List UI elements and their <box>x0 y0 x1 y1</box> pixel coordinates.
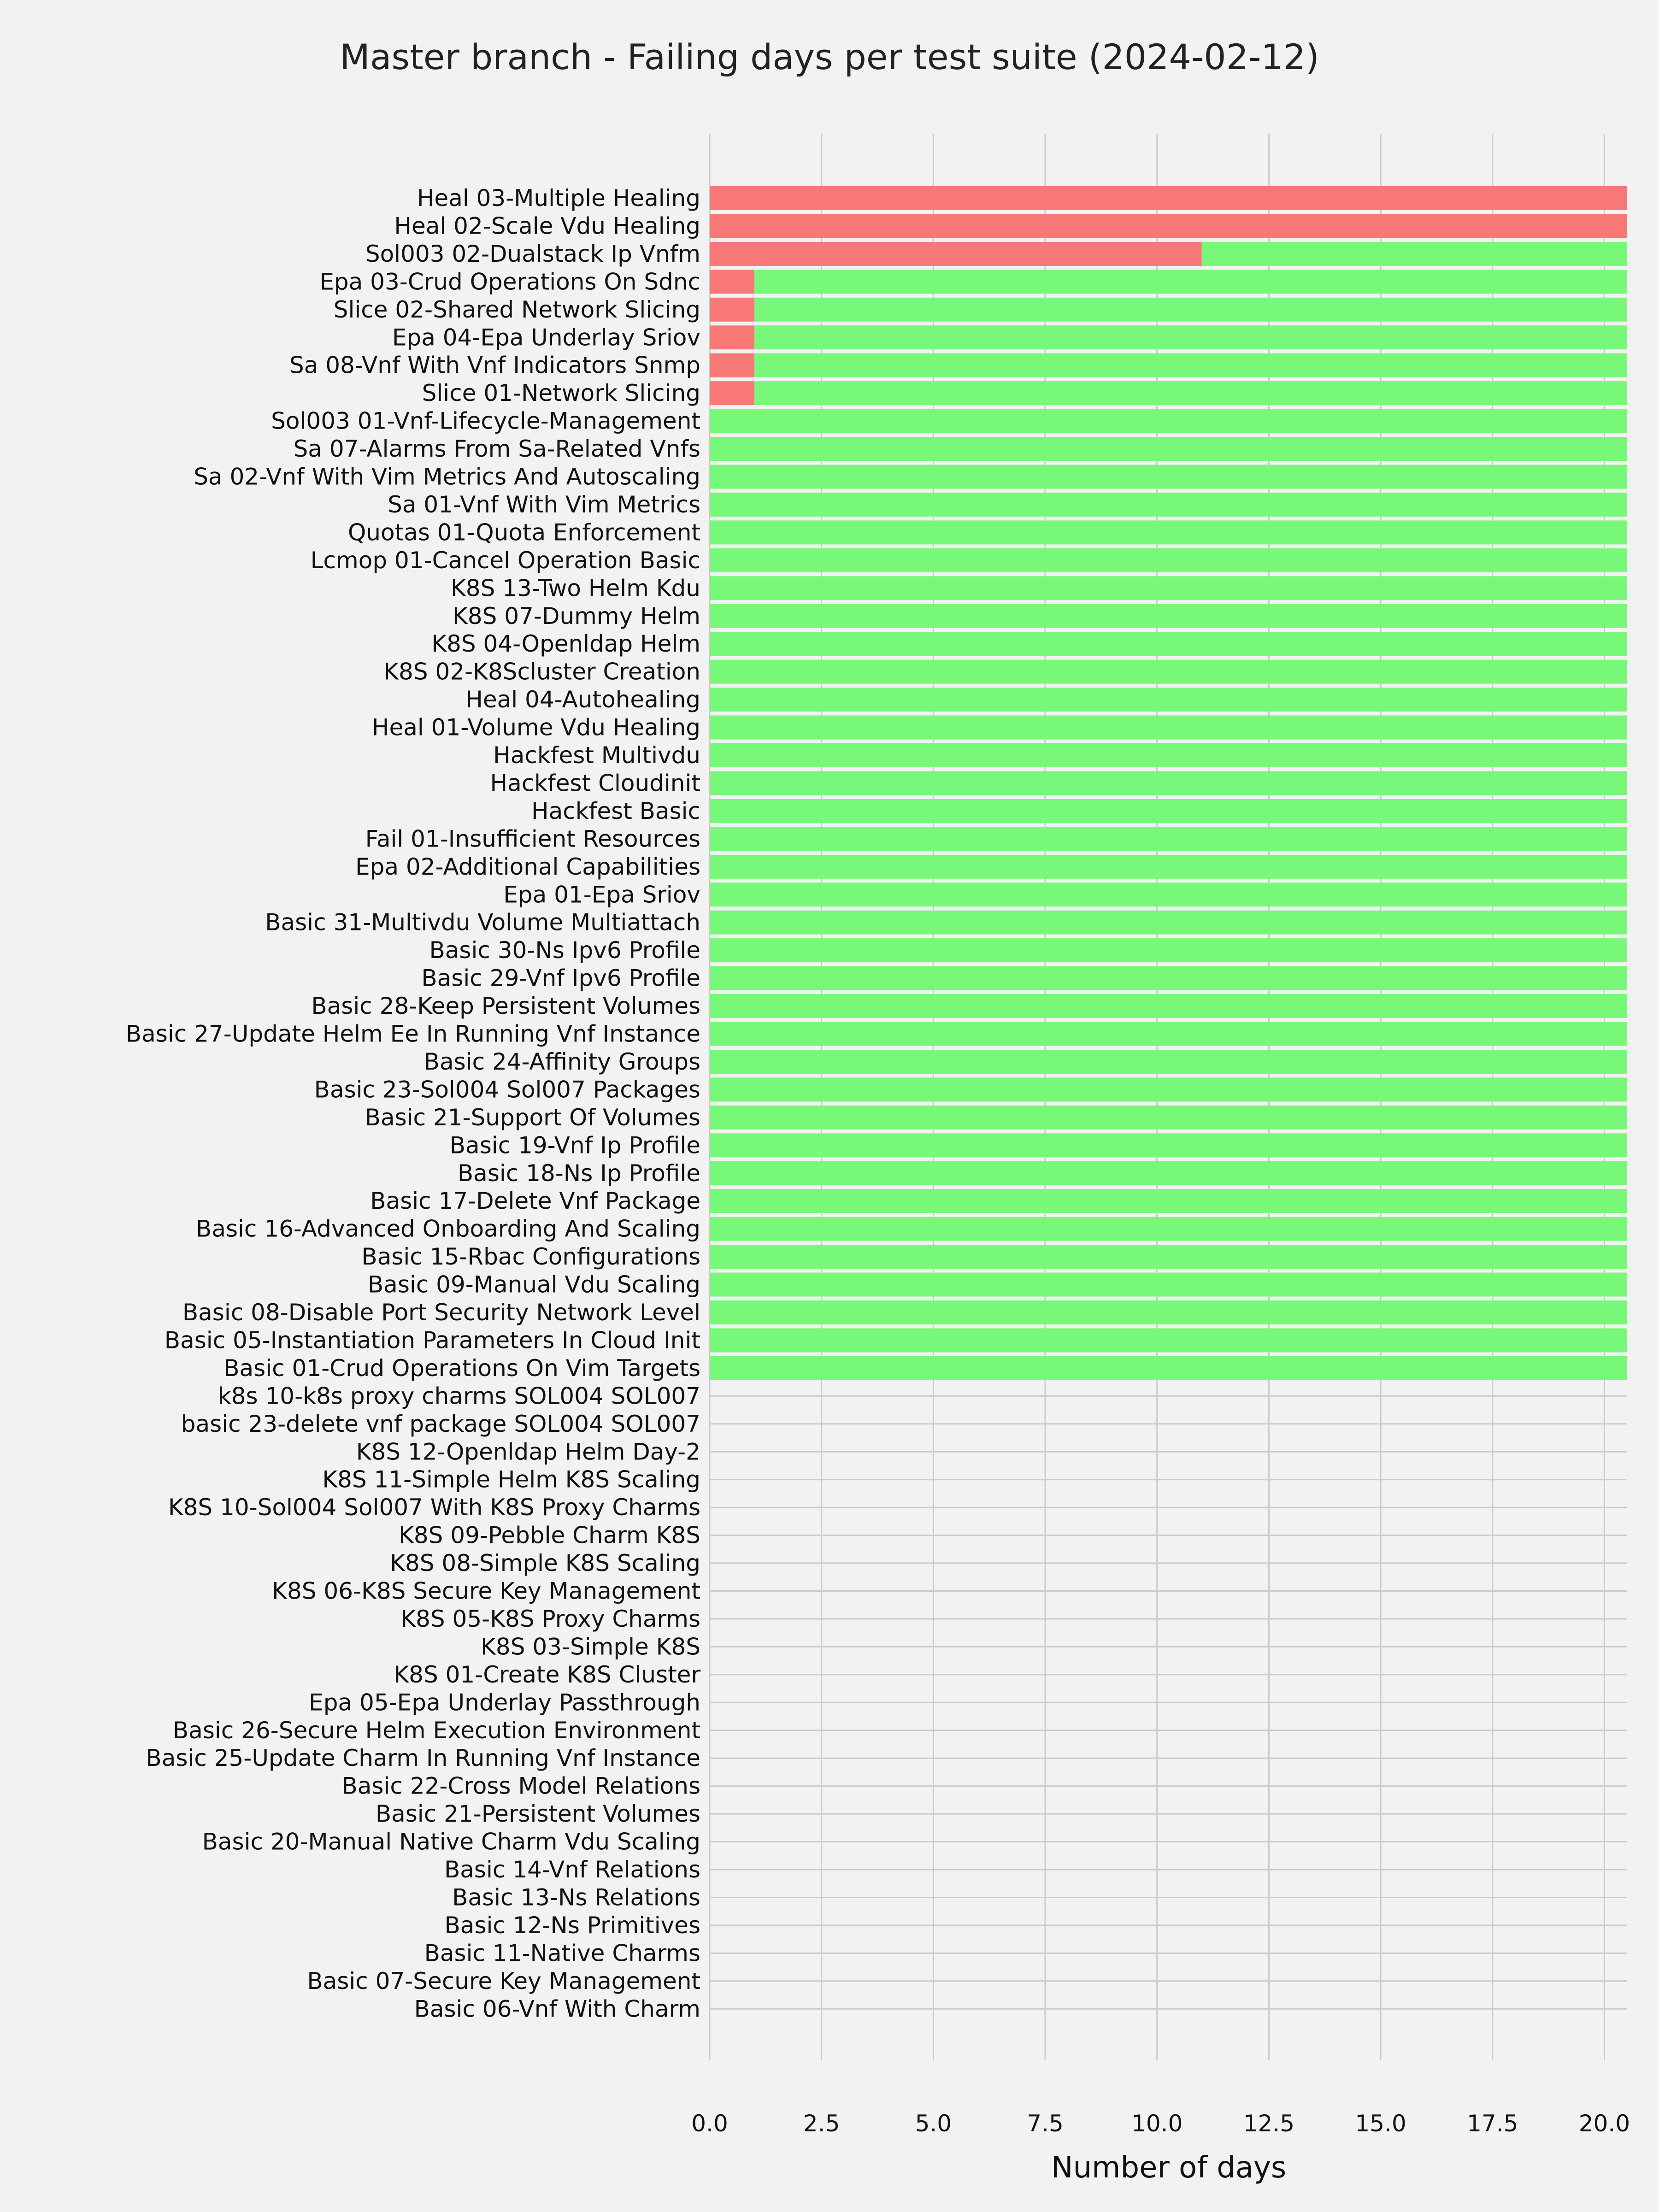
category-label: Basic 06-Vnf With Charm <box>414 1995 700 2023</box>
category-label: Basic 07-Secure Key Management <box>307 1967 700 1994</box>
category-label: Epa 04-Epa Underlay Sriov <box>392 324 700 351</box>
bar-passing-days <box>710 1161 1627 1185</box>
x-axis-title: Number of days <box>1051 2151 1287 2185</box>
category-label: K8S 08-Simple K8S Scaling <box>390 1550 700 1577</box>
bar-passing-days <box>754 298 1627 322</box>
category-label: Basic 31-Multivdu Volume Multiattach <box>265 909 700 936</box>
category-label: K8S 12-Openldap Helm Day-2 <box>356 1438 700 1465</box>
bar-failing-days <box>710 298 754 322</box>
bar-passing-days <box>710 688 1627 712</box>
bar-passing-days <box>710 1217 1627 1241</box>
category-label: Basic 01-Crud Operations On Vim Targets <box>224 1354 700 1382</box>
category-label: Heal 02-Scale Vdu Healing <box>394 212 700 240</box>
bar-passing-days <box>710 966 1627 990</box>
category-label: K8S 05-K8S Proxy Charms <box>400 1605 700 1632</box>
category-label: Basic 14-Vnf Relations <box>444 1856 700 1883</box>
bar-failing-days <box>710 214 1627 238</box>
category-label: basic 23-delete vnf package SOL004 SOL007 <box>181 1410 700 1437</box>
bar-failing-days <box>710 325 754 349</box>
x-tick-label: 7.5 <box>1027 2110 1064 2137</box>
category-label: K8S 11-Simple Helm K8S Scaling <box>322 1466 700 1493</box>
bars-group <box>710 186 1627 1380</box>
bar-passing-days <box>710 1300 1627 1324</box>
category-label: Sa 07-Alarms From Sa-Related Vnfs <box>293 435 700 463</box>
x-tick-labels <box>691 2110 1630 2137</box>
bar-passing-days <box>710 437 1627 461</box>
chart-title: Master branch - Failing days per test suite (2024-02-12) <box>340 36 1319 77</box>
category-label: Hackfest Basic <box>531 797 700 824</box>
bar-passing-days <box>710 1077 1627 1101</box>
category-label: Basic 16-Advanced Onboarding And Scaling <box>196 1215 700 1242</box>
bar-passing-days <box>1202 242 1627 266</box>
category-label: K8S 01-Create K8S Cluster <box>394 1661 700 1688</box>
category-label: K8S 04-Openldap Helm <box>431 630 700 658</box>
bar-passing-days <box>710 1189 1627 1213</box>
bar-passing-days <box>754 270 1627 294</box>
bar-passing-days <box>710 1273 1627 1297</box>
category-label: K8S 06-K8S Secure Key Management <box>272 1577 700 1605</box>
bar-passing-days <box>710 1245 1627 1269</box>
bar-passing-days <box>710 576 1627 600</box>
category-label: Fail 01-Insufficient Resources <box>365 825 700 853</box>
bar-passing-days <box>710 771 1627 795</box>
category-label: Sa 08-Vnf With Vnf Indicators Snmp <box>289 352 700 379</box>
bar-passing-days <box>710 1356 1627 1380</box>
category-label: Basic 21-Persistent Volumes <box>375 1800 700 1828</box>
category-label: K8S 10-Sol004 Sol007 With K8S Proxy Charms <box>168 1494 700 1521</box>
category-label: K8S 02-K8Scluster Creation <box>383 658 700 685</box>
bar-passing-days <box>710 660 1627 684</box>
bar-passing-days <box>710 409 1627 433</box>
category-label: Basic 18-Ns Ip Profile <box>457 1159 700 1187</box>
x-tick-label: 20.0 <box>1578 2110 1630 2137</box>
bar-passing-days <box>710 548 1627 572</box>
category-label: Basic 30-Ns Ipv6 Profile <box>429 937 700 964</box>
bar-passing-days <box>710 855 1627 879</box>
bar-passing-days <box>710 938 1627 962</box>
category-label: Heal 03-Multiple Healing <box>417 185 700 212</box>
category-label: Basic 27-Update Helm Ee In Running Vnf Instance <box>125 1020 700 1047</box>
bar-passing-days <box>710 799 1627 823</box>
category-label: Basic 24-Affinity Groups <box>424 1048 700 1075</box>
category-label: Hackfest Multivdu <box>493 742 700 769</box>
category-label: Basic 25-Update Charm In Running Vnf Instance <box>146 1745 700 1772</box>
x-tick-label: 17.5 <box>1467 2110 1518 2137</box>
category-label: Epa 03-Crud Operations On Sdnc <box>319 268 700 295</box>
bar-passing-days <box>710 1022 1627 1046</box>
category-label: Slice 02-Shared Network Slicing <box>333 296 700 323</box>
category-label: Basic 22-Cross Model Relations <box>341 1772 700 1800</box>
category-label: Basic 28-Keep Persistent Volumes <box>311 993 700 1020</box>
bar-passing-days <box>710 1106 1627 1130</box>
x-tick-label: 2.5 <box>803 2110 840 2137</box>
category-label: Basic 23-Sol004 Sol007 Packages <box>314 1076 700 1103</box>
x-tick-label: 15.0 <box>1355 2110 1406 2137</box>
category-label: Basic 15-Rbac Configurations <box>361 1243 700 1271</box>
category-label: Basic 13-Ns Relations <box>452 1884 700 1911</box>
bar-failing-days <box>710 381 754 405</box>
category-label: Basic 05-Instantiation Parameters In Cloud Init <box>164 1327 700 1354</box>
bar-failing-days <box>710 270 754 294</box>
bar-passing-days <box>754 325 1627 349</box>
bar-passing-days <box>710 882 1627 906</box>
bar-passing-days <box>710 827 1627 851</box>
bar-passing-days <box>710 520 1627 544</box>
x-tick-label: 12.5 <box>1243 2110 1295 2137</box>
bar-failing-days <box>710 242 1202 266</box>
category-label: Epa 01-Epa Sriov <box>503 881 700 908</box>
category-label: Basic 08-Disable Port Security Network Level <box>182 1299 700 1326</box>
bar-passing-days <box>754 381 1627 405</box>
category-label: Basic 26-Secure Helm Execution Environment <box>172 1717 700 1744</box>
category-label: Basic 12-Ns Primitives <box>444 1912 700 1939</box>
category-label: Basic 11-Native Charms <box>424 1940 700 1967</box>
category-label: k8s 10-k8s proxy charms SOL004 SOL007 <box>218 1382 700 1410</box>
bar-passing-days <box>710 632 1627 656</box>
bar-passing-days <box>754 353 1627 377</box>
bar-failing-days <box>710 353 754 377</box>
category-label: Sa 01-Vnf With Vim Metrics <box>388 491 700 518</box>
bar-passing-days <box>710 1050 1627 1074</box>
category-label: K8S 13-Two Helm Kdu <box>450 575 700 602</box>
category-label: K8S 03-Simple K8S <box>481 1633 700 1660</box>
category-label: Basic 17-Delete Vnf Package <box>370 1188 700 1215</box>
bar-passing-days <box>710 743 1627 767</box>
category-label: Heal 01-Volume Vdu Healing <box>371 714 700 741</box>
category-label: Hackfest Cloudinit <box>490 770 700 797</box>
bar-passing-days <box>710 994 1627 1018</box>
bar-passing-days <box>710 493 1627 517</box>
category-label: Basic 19-Vnf Ip Profile <box>449 1132 700 1159</box>
category-label: Lcmop 01-Cancel Operation Basic <box>310 547 700 574</box>
category-label: Sol003 02-Dualstack Ip Vnfm <box>365 240 700 267</box>
category-label: Basic 20-Manual Native Charm Vdu Scaling <box>202 1828 700 1855</box>
category-label: K8S 09-Pebble Charm K8S <box>399 1522 700 1549</box>
category-label: Quotas 01-Quota Enforcement <box>347 519 700 546</box>
category-label: Basic 21-Support Of Volumes <box>365 1104 700 1131</box>
category-label: Slice 01-Network Slicing <box>422 380 700 407</box>
bar-passing-days <box>710 465 1627 489</box>
category-label: Basic 29-Vnf Ipv6 Profile <box>421 965 700 992</box>
x-tick-label: 5.0 <box>915 2110 952 2137</box>
x-tick-label: 10.0 <box>1131 2110 1183 2137</box>
category-label: K8S 07-Dummy Helm <box>453 602 700 629</box>
category-label: Sol003 01-Vnf-Lifecycle-Management <box>271 407 700 435</box>
bar-passing-days <box>710 1328 1627 1352</box>
bar-passing-days <box>710 716 1627 740</box>
bar-failing-days <box>710 186 1627 210</box>
category-label: Epa 02-Additional Capabilities <box>355 853 700 880</box>
category-label: Basic 09-Manual Vdu Scaling <box>367 1271 700 1298</box>
bar-passing-days <box>710 1133 1627 1157</box>
category-label: Heal 04-Autohealing <box>465 686 700 713</box>
bar-passing-days <box>710 911 1627 935</box>
category-label: Sa 02-Vnf With Vim Metrics And Autoscaling <box>194 463 700 490</box>
category-label: Epa 05-Epa Underlay Passthrough <box>309 1689 700 1716</box>
x-tick-label: 0.0 <box>691 2110 728 2137</box>
bar-passing-days <box>710 604 1627 628</box>
